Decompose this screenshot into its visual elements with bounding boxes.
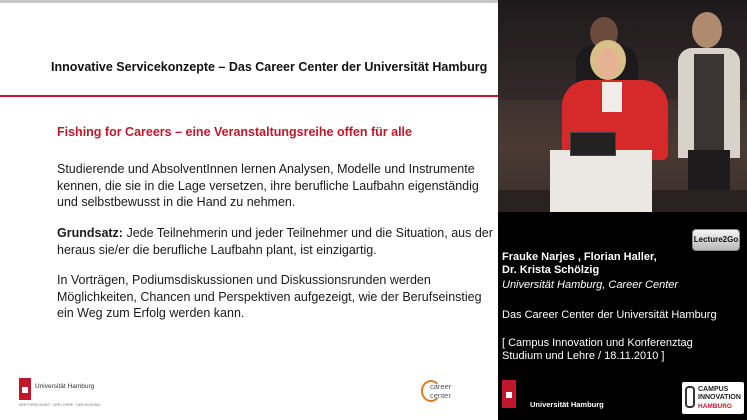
career-word: career <box>430 382 452 391</box>
uhh-logo-name: Universität Hamburg <box>35 383 95 390</box>
conference-line-2: Studium und Lehre / 18.11.2010 ] <box>502 350 665 362</box>
speaker-names <box>502 251 657 277</box>
standing-person-vest <box>694 54 724 154</box>
title-divider <box>0 95 498 97</box>
speaker-affiliation: Universität Hamburg, Career Center <box>502 279 679 291</box>
standing-person-head <box>692 12 722 48</box>
campus-logo-line-1: CAMPUS <box>698 386 729 393</box>
speaker-names-line-2: Dr. Krista Schölzig <box>502 264 600 276</box>
slide-paragraph-2 <box>57 225 497 258</box>
lecture-info-panel <box>498 212 747 420</box>
campus-logo-line-3: HAMBURG <box>698 403 732 410</box>
principle-label: Grundsatz: <box>57 226 123 240</box>
career-center-logo-text <box>430 382 451 400</box>
footer-university-logo <box>502 380 602 412</box>
principle-text: Jede Teilnehmerin und jeder Teilnehmer und die Situation, aus der heraus sie/er die berufliche Laufbahn plant, ist einzigartig. <box>57 226 493 257</box>
slide-top-rule <box>0 0 498 3</box>
center-word: center <box>430 391 451 400</box>
footer-university-name: Universität Hamburg <box>530 400 604 409</box>
speaker-names-line-1: Frauke Narjes , Florian Haller, <box>502 251 657 263</box>
slide-paragraph-3: In Vorträgen, Podiumsdiskussionen und Diskussionsrunden werden Möglichkeiten, Chancen und Perspektiven aufgezeigt, wie der Berufseinstieg ein Weg zum Erfolg werden kann. <box>57 273 482 320</box>
slide-subtitle: Fishing for Careers – eine Veranstaltungsreihe offen für alle <box>57 125 412 139</box>
campus-innovation-icon <box>685 386 695 408</box>
speaker-video <box>498 0 747 212</box>
uhh-emblem-icon <box>502 380 516 408</box>
laptop-icon <box>570 132 616 156</box>
lecture2go-logo: Lecture2Go <box>692 229 740 251</box>
campus-logo-line-2: INNOVATION <box>698 394 741 401</box>
podium <box>550 150 652 212</box>
speaker-face <box>596 48 620 78</box>
university-logo <box>19 378 109 410</box>
career-center-logo <box>421 378 481 408</box>
slide-paragraph-1: Studierende und AbsolventInnen lernen Analysen, Modelle und Instrumente kennen, die sie in die Lage versetzen, ihre berufliche Laufbahn eigenständig und selbstbewusst in die Hand zu nehmen. <box>57 162 479 209</box>
lecture-title: Das Career Center der Universität Hamburg <box>502 309 717 321</box>
uhh-logo-tagline: DER FORSCHUNG · DER LEHRE · DER BILDUNG <box>19 403 101 407</box>
speaker-shirt <box>602 82 622 112</box>
slide-title: Innovative Servicekonzepte – Das Career Center der Universität Hamburg <box>51 60 488 74</box>
campus-innovation-logo <box>682 382 744 414</box>
uhh-emblem-icon <box>19 378 31 400</box>
conference-line-1: [ Campus Innovation und Konferenztag <box>502 337 693 349</box>
